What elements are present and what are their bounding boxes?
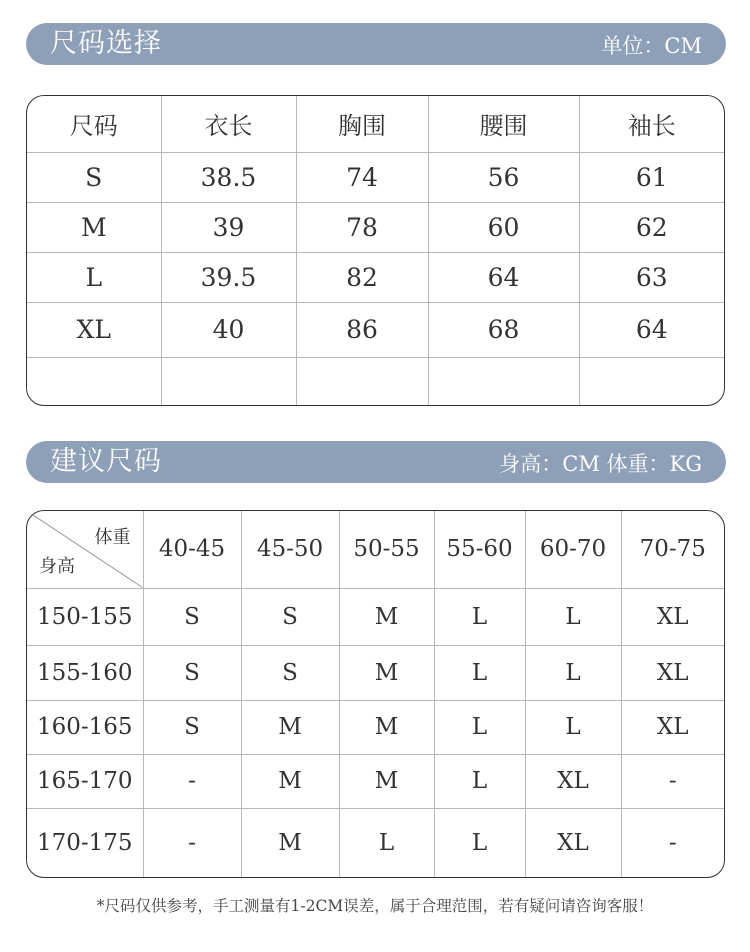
recommend-cell: M xyxy=(339,754,434,808)
size-cell: 74 xyxy=(296,152,428,202)
table-row xyxy=(27,645,724,700)
size-cell: XL xyxy=(27,302,161,357)
corner-header-cell xyxy=(27,511,143,588)
size-cell: S xyxy=(27,152,161,202)
table-row xyxy=(27,202,724,252)
recommend-cell: XL xyxy=(621,700,724,754)
recommend-cell: S xyxy=(241,588,339,645)
table-row xyxy=(27,302,724,357)
size-header-cell: 衣长 xyxy=(161,96,296,152)
table-row xyxy=(27,808,724,877)
size-cell xyxy=(579,357,724,405)
size-cell xyxy=(27,357,161,405)
size-cell: 39 xyxy=(161,202,296,252)
size-cell: L xyxy=(27,252,161,302)
size-cell: 39.5 xyxy=(161,252,296,302)
size-cell: 40 xyxy=(161,302,296,357)
recommend-table-header-row xyxy=(27,511,724,588)
recommend-section-banner xyxy=(26,441,726,483)
recommend-cell: L xyxy=(434,700,525,754)
size-cell xyxy=(428,357,579,405)
weight-range-header: 70-75 xyxy=(621,511,724,588)
recommend-cell: - xyxy=(621,754,724,808)
corner-height-label: 身高 xyxy=(39,555,75,577)
size-cell: 64 xyxy=(579,302,724,357)
weight-range-header: 45-50 xyxy=(241,511,339,588)
recommend-section-title: 建议尺码 xyxy=(50,446,162,477)
recommend-cell: M xyxy=(339,588,434,645)
height-range-cell: 160-165 xyxy=(27,700,143,754)
recommend-cell: XL xyxy=(525,754,621,808)
table-row xyxy=(27,252,724,302)
size-header-cell: 尺码 xyxy=(27,96,161,152)
recommend-cell: XL xyxy=(621,588,724,645)
size-cell: 78 xyxy=(296,202,428,252)
recommend-cell: - xyxy=(143,754,241,808)
table-row xyxy=(27,588,724,645)
size-section-banner xyxy=(26,23,726,65)
recommend-cell: M xyxy=(241,700,339,754)
recommend-cell: L xyxy=(339,808,434,877)
recommend-cell: M xyxy=(339,700,434,754)
recommend-cell: - xyxy=(621,808,724,877)
recommend-cell: L xyxy=(525,645,621,700)
height-range-cell: 170-175 xyxy=(27,808,143,877)
recommend-cell: S xyxy=(241,645,339,700)
recommend-cell: L xyxy=(434,808,525,877)
weight-range-header: 55-60 xyxy=(434,511,525,588)
size-cell: 60 xyxy=(428,202,579,252)
size-cell: 63 xyxy=(579,252,724,302)
recommend-cell: S xyxy=(143,700,241,754)
recommend-cell: L xyxy=(525,700,621,754)
size-header-cell: 腰围 xyxy=(428,96,579,152)
recommend-cell: S xyxy=(143,588,241,645)
size-cell: 61 xyxy=(579,152,724,202)
table-row xyxy=(27,357,724,405)
size-cell: 64 xyxy=(428,252,579,302)
recommend-cell: L xyxy=(434,754,525,808)
size-section-unit: 单位：CM xyxy=(601,34,702,58)
table-row xyxy=(27,152,724,202)
recommend-cell: XL xyxy=(525,808,621,877)
size-cell: 38.5 xyxy=(161,152,296,202)
size-cell: 68 xyxy=(428,302,579,357)
size-header-cell: 袖长 xyxy=(579,96,724,152)
size-cell: 62 xyxy=(579,202,724,252)
size-cell: M xyxy=(27,202,161,252)
size-cell: 82 xyxy=(296,252,428,302)
recommend-cell: L xyxy=(434,588,525,645)
height-range-cell: 150-155 xyxy=(27,588,143,645)
size-table xyxy=(26,95,725,406)
height-range-cell: 165-170 xyxy=(27,754,143,808)
recommend-table xyxy=(26,510,725,878)
size-cell xyxy=(296,357,428,405)
footnote: *尺码仅供参考，手工测量有1-2CM误差，属于合理范围，若有疑问请咨询客服！ xyxy=(96,897,654,915)
size-cell: 86 xyxy=(296,302,428,357)
size-section-title: 尺码选择 xyxy=(50,28,162,59)
height-range-cell: 155-160 xyxy=(27,645,143,700)
size-table-header-row xyxy=(27,96,724,152)
recommend-cell: S xyxy=(143,645,241,700)
size-cell: 56 xyxy=(428,152,579,202)
recommend-cell: M xyxy=(241,808,339,877)
table-row xyxy=(27,754,724,808)
table-row xyxy=(27,700,724,754)
recommend-section-unit: 身高：CM 体重：KG xyxy=(499,452,702,476)
recommend-cell: L xyxy=(434,645,525,700)
recommend-cell: XL xyxy=(621,645,724,700)
recommend-cell: L xyxy=(525,588,621,645)
weight-range-header: 60-70 xyxy=(525,511,621,588)
weight-range-header: 40-45 xyxy=(143,511,241,588)
recommend-cell: - xyxy=(143,808,241,877)
size-cell xyxy=(161,357,296,405)
size-header-cell: 胸围 xyxy=(296,96,428,152)
weight-range-header: 50-55 xyxy=(339,511,434,588)
corner-weight-label: 体重 xyxy=(94,527,131,548)
recommend-cell: M xyxy=(339,645,434,700)
recommend-cell: M xyxy=(241,754,339,808)
